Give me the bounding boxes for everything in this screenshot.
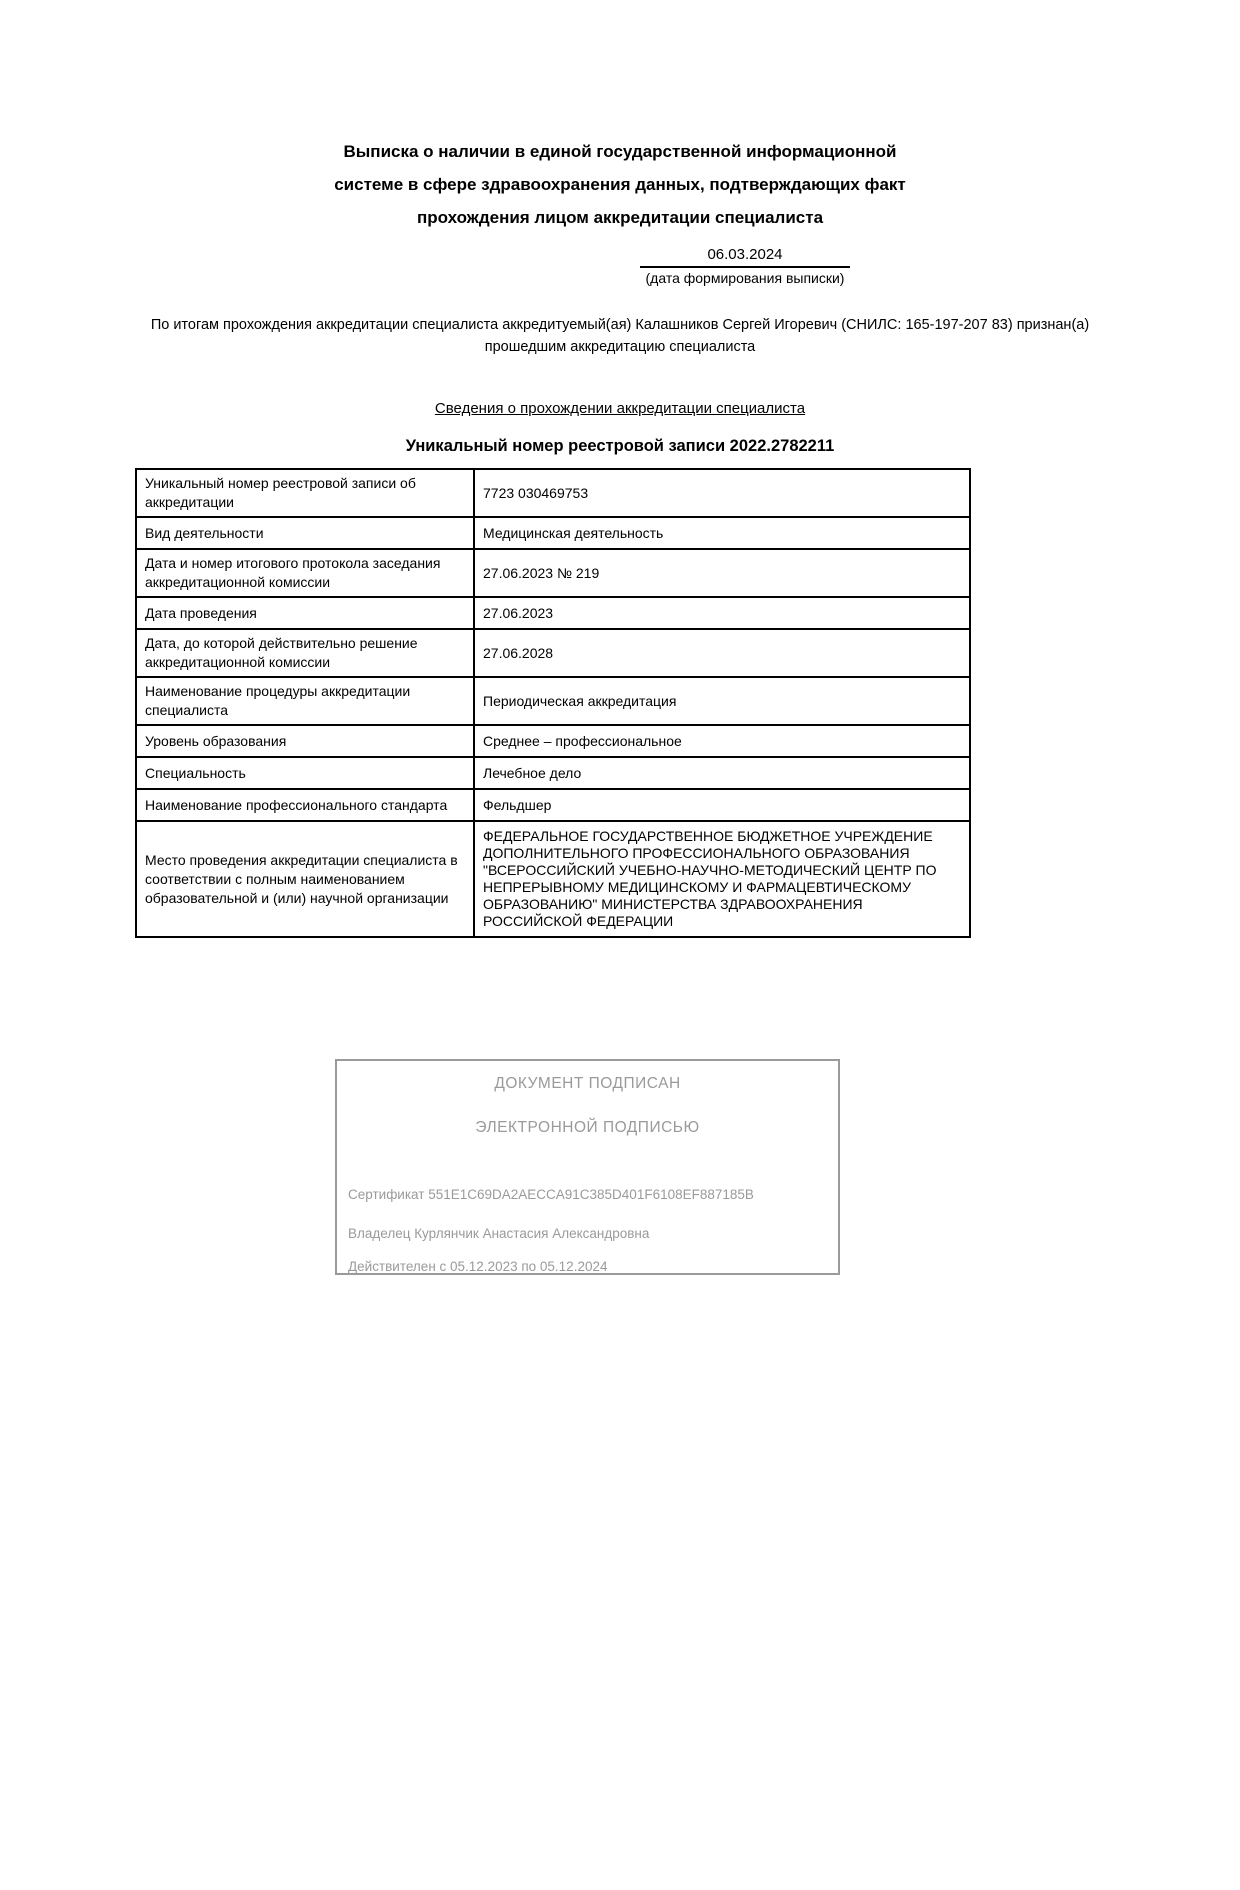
- row-value: 27.06.2023: [474, 597, 970, 629]
- table-row: [136, 597, 970, 629]
- row-value: Лечебное дело: [474, 757, 970, 789]
- row-label: Наименование процедуры аккредитации специалиста: [136, 677, 474, 725]
- electronic-signature-stamp: [335, 1059, 840, 1275]
- section-heading: Сведения о прохождении аккредитации специалиста: [434, 400, 806, 417]
- stamp-owner: Владелец Курлянчик Анастасия Александровна: [348, 1226, 650, 1241]
- table-row: [136, 469, 970, 517]
- table-row: [136, 677, 970, 725]
- row-label: Наименование профессионального стандарта: [136, 789, 474, 821]
- row-label: Уровень образования: [136, 725, 474, 757]
- document-title-line-1: Выписка о наличии в единой государственной информационной: [343, 142, 897, 161]
- stamp-validity: Действителен с 05.12.2023 по 05.12.2024: [348, 1259, 608, 1274]
- stamp-title-line-1: ДОКУМЕНТ ПОДПИСАН: [494, 1075, 681, 1092]
- registry-number-heading: Уникальный номер реестровой записи 2022.2782211: [405, 437, 835, 455]
- row-label: Место проведения аккредитации специалиста в соответствии с полным наименованием образовательной и (или) научной организации: [136, 821, 474, 937]
- row-value: Медицинская деятельность: [474, 517, 970, 549]
- table-row: [136, 725, 970, 757]
- row-label: Дата, до которой действительно решение аккредитационной комиссии: [136, 629, 474, 677]
- row-label: Специальность: [136, 757, 474, 789]
- table-row: [136, 549, 970, 597]
- table-row: [136, 517, 970, 549]
- document-title-line-3: прохождения лицом аккредитации специалиста: [416, 208, 824, 227]
- stamp-title-line-2: ЭЛЕКТРОННОЙ ПОДПИСЬЮ: [475, 1119, 700, 1136]
- table-row: [136, 629, 970, 677]
- intro-paragraph: По итогам прохождения аккредитации специалиста аккредитуемый(ая) Калашников Сергей Игоревич (СНИЛС: 165-197-207 83) признан(а) прошедшим аккредитацию специалиста: [150, 317, 1090, 355]
- table-row: [136, 789, 970, 821]
- document-page: [0, 135, 1240, 1890]
- row-value: Фельдшер: [474, 789, 970, 821]
- formation-date-caption: (дата формирования выписки): [645, 270, 845, 286]
- formation-date: 06.03.2024: [640, 246, 850, 268]
- row-value: Периодическая аккредитация: [474, 677, 970, 725]
- table-row: [136, 821, 970, 937]
- document-title-line-2: системе в сфере здравоохранения данных, подтверждающих факт: [334, 175, 906, 194]
- row-label: Дата и номер итогового протокола заседания аккредитационной комиссии: [136, 549, 474, 597]
- row-value: 27.06.2023 № 219: [474, 549, 970, 597]
- row-label: Дата проведения: [136, 597, 474, 629]
- row-value: 7723 030469753: [474, 469, 970, 517]
- document-title: [0, 135, 1240, 234]
- formation-date-block: [640, 246, 850, 286]
- accreditation-table: [135, 468, 971, 938]
- row-value: 27.06.2028: [474, 629, 970, 677]
- row-label: Уникальный номер реестровой записи об аккредитации: [136, 469, 474, 517]
- stamp-certificate: Сертификат 551E1C69DA2AECCA91C385D401F6108EF887185B: [348, 1187, 754, 1202]
- row-value: Среднее – профессиональное: [474, 725, 970, 757]
- row-label: Вид деятельности: [136, 517, 474, 549]
- table-row: [136, 757, 970, 789]
- row-value: ФЕДЕРАЛЬНОЕ ГОСУДАРСТВЕННОЕ БЮДЖЕТНОЕ УЧРЕЖДЕНИЕ ДОПОЛНИТЕЛЬНОГО ПРОФЕССИОНАЛЬНОГО ОБРАЗОВАНИЯ "ВСЕРОССИЙСКИЙ УЧЕБНО-НАУЧНО-МЕТОДИЧЕСКИЙ ЦЕНТР ПО НЕПРЕРЫВНОМУ МЕДИЦИНСКОМУ И ФАРМАЦЕВТИЧЕСКОМУ ОБРАЗОВАНИЮ" МИНИСТЕРСТВА ЗДРАВООХРАНЕНИЯ РОССИЙСКОЙ ФЕДЕРАЦИИ: [474, 821, 970, 937]
